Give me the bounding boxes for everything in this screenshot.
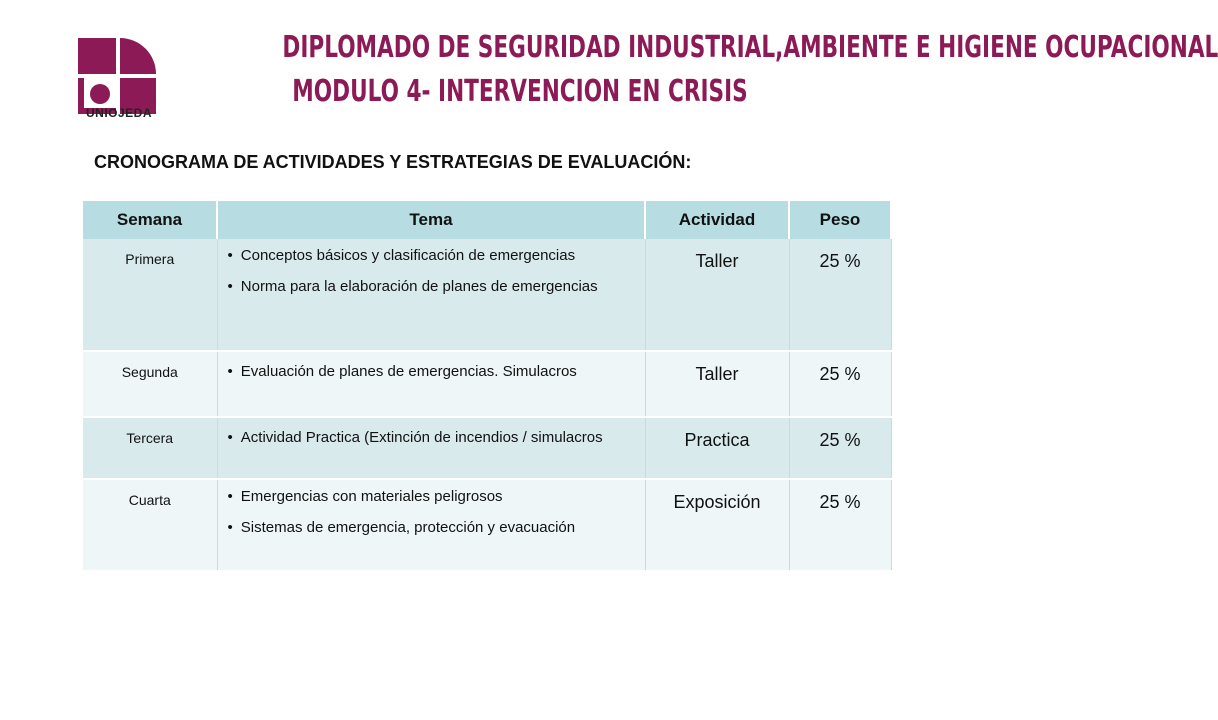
bullet-icon: • <box>227 429 233 446</box>
topic-text: Actividad Practica (Extinción de incendios / simulacros <box>240 429 603 446</box>
logo-square-top-left <box>78 38 116 74</box>
cell-semana: Segunda <box>83 351 217 417</box>
topic-bullet <box>228 247 639 264</box>
cell-tema <box>217 479 645 571</box>
logo-circle <box>90 84 110 104</box>
topic-bullet <box>228 360 639 383</box>
cell-tema <box>217 417 645 479</box>
cell-semana: Primera <box>83 239 217 351</box>
topic-text: Conceptos básicos y clasificación de emergencias <box>240 247 576 264</box>
logo-quarter-top-right <box>120 38 156 74</box>
cell-semana: Cuarta <box>83 479 217 571</box>
bullet-icon: • <box>227 488 233 505</box>
topic-text: Evaluación de planes de emergencias. Simulacros <box>240 363 577 380</box>
header-title-line2: MODULO 4- INTERVENCION EN CRISIS <box>292 74 748 109</box>
bullet-icon: • <box>227 247 233 264</box>
header-title-line1: DIPLOMADO DE SEGURIDAD INDUSTRIAL,AMBIENTE E HIGIENE OCUPACIONAL <box>282 30 1218 65</box>
cell-peso: 25 % <box>789 417 891 479</box>
table-header-row <box>83 201 891 239</box>
cell-peso: 25 % <box>789 479 891 571</box>
cell-actividad: Taller <box>645 351 789 417</box>
logo-text: UNIOJEDA <box>85 106 152 120</box>
topic-text: Sistemas de emergencia, protección y evacuación <box>240 519 576 536</box>
table-row <box>83 351 891 417</box>
table-row <box>83 417 891 479</box>
cell-tema <box>217 239 645 351</box>
bullet-icon: • <box>227 519 233 536</box>
topic-bullet <box>228 488 639 505</box>
cell-tema <box>217 351 645 417</box>
topic-text: Emergencias con materiales peligrosos <box>240 488 503 505</box>
cell-semana: Tercera <box>83 417 217 479</box>
column-header-actividad: Actividad <box>645 201 789 239</box>
cell-actividad: Exposición <box>645 479 789 571</box>
cell-actividad: Practica <box>645 417 789 479</box>
column-header-peso: Peso <box>789 201 891 239</box>
cell-peso: 25 % <box>789 351 891 417</box>
column-header-semana: Semana <box>83 201 217 239</box>
bullet-icon: • <box>227 363 233 380</box>
schedule-table <box>83 201 892 572</box>
table-row <box>83 239 891 351</box>
cell-peso: 25 % <box>789 239 891 351</box>
column-header-tema: Tema <box>217 201 645 239</box>
cell-actividad: Taller <box>645 239 789 351</box>
topic-bullet <box>228 519 639 536</box>
bullet-icon: • <box>227 278 233 295</box>
topic-bullet <box>228 278 639 295</box>
section-heading: CRONOGRAMA DE ACTIVIDADES Y ESTRATEGIAS DE EVALUACIÓN: <box>94 152 692 172</box>
table-row <box>83 479 891 571</box>
topic-bullet <box>228 426 639 449</box>
topic-text: Norma para la elaboración de planes de emergencias <box>240 278 598 295</box>
